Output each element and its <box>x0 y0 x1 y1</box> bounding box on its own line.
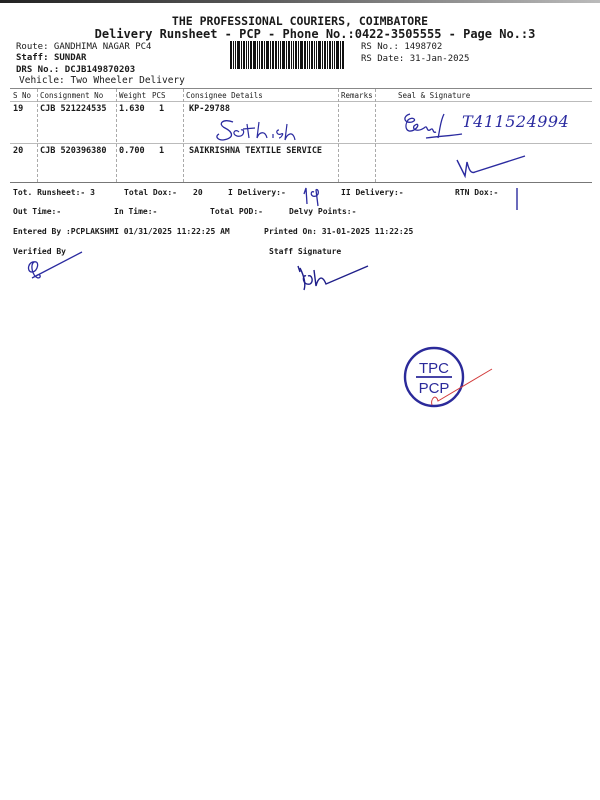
staff-value: SUNDAR <box>53 53 87 63</box>
rs-number: RS No.: 1498702 <box>361 42 443 52</box>
col-divider <box>338 89 339 182</box>
barcode-bar <box>235 41 236 69</box>
barcode-bar <box>250 41 252 69</box>
barcode-bar <box>324 41 326 69</box>
entered-by: Entered By :PCPLAKSHMI 01/31/2025 11:22:25 AM <box>13 227 230 236</box>
rtn-dox-label: RTN Dox:- <box>455 188 499 197</box>
barcode <box>230 41 352 69</box>
cell-consignment: CJB 520396380 <box>40 146 107 156</box>
drs-field <box>16 65 135 75</box>
cell-consignee: KP-29788 <box>189 104 230 114</box>
barcode-bar <box>241 41 242 69</box>
barcode-bar <box>278 41 279 69</box>
barcode-bar <box>266 41 269 69</box>
barcode-bar <box>311 41 313 69</box>
barcode-bar <box>233 41 234 69</box>
in-time-label: In Time:- <box>114 207 158 216</box>
barcode-bar <box>272 41 274 69</box>
handwritten-seal-signature <box>455 152 535 182</box>
barcode-bar <box>280 41 281 69</box>
barcode-bar <box>295 41 297 69</box>
company-title: THE PROFESSIONAL COURIERS, COIMBATORE <box>171 14 429 28</box>
barcode-bar <box>259 41 260 69</box>
col-header-sno: S No <box>13 91 32 100</box>
cell-pcs: 1 <box>159 104 165 114</box>
drs-value: DCJB149870203 <box>64 65 136 75</box>
barcode-bar <box>248 41 249 69</box>
tpc-pcp-stamp <box>402 345 502 415</box>
total-dox-value: 20 <box>193 188 203 197</box>
cell-sno: 20 <box>13 146 24 156</box>
barcode-bar <box>246 41 247 69</box>
barcode-bar <box>261 41 263 69</box>
barcode-bar <box>237 41 240 69</box>
staff-field <box>16 53 86 63</box>
barcode-bar <box>300 41 303 69</box>
total-runsheet: Tot. Runsheet:- 3 <box>13 188 95 197</box>
col-header-consignee: Consignee Details <box>186 91 263 100</box>
barcode-bar <box>340 41 341 69</box>
handwritten-rtn-dox-count <box>512 186 522 216</box>
barcode-bar <box>291 41 292 69</box>
cell-pcs: 1 <box>159 146 165 156</box>
col-divider <box>375 89 376 182</box>
col-header-remarks: Remarks <box>341 91 373 100</box>
barcode-bar <box>288 41 290 69</box>
barcode-bar <box>298 41 299 69</box>
verified-by-signature <box>22 248 92 284</box>
total-pod-label: Total POD:- <box>210 207 263 216</box>
barcode-bar <box>314 41 315 69</box>
barcode-bar <box>336 41 339 69</box>
cell-consignee: SAIKRISHNA TEXTILE SERVICE <box>189 146 323 156</box>
col-divider <box>37 89 38 182</box>
route-text: Route: GANDHIMA NAGAR PC4 <box>16 42 152 52</box>
barcode-bar <box>329 41 331 69</box>
col-header-seal: Seal & Signature <box>398 91 471 100</box>
barcode-bar <box>318 41 321 69</box>
table-top-border <box>10 88 592 89</box>
staff-signature-label: Staff Signature <box>269 247 342 256</box>
drs-label: DRS No.: <box>16 65 60 75</box>
barcode-bar <box>316 41 317 69</box>
i-delivery-label: I Delivery:- <box>228 188 286 197</box>
barcode-bar <box>243 41 245 69</box>
printed-on: Printed On: 31-01-2025 11:22:25 <box>264 227 414 236</box>
verified-by-label: Verified By <box>13 247 66 256</box>
barcode-bar <box>307 41 308 69</box>
barcode-bar <box>282 41 285 69</box>
handwritten-phone-number: T411524994 <box>462 112 570 131</box>
barcode-bar <box>322 41 323 69</box>
barcode-bar <box>275 41 277 69</box>
barcode-bar <box>257 41 258 69</box>
table-header-border <box>10 101 592 102</box>
col-divider <box>183 89 184 182</box>
staff-signature <box>292 260 372 300</box>
barcode-bar <box>309 41 310 69</box>
col-header-consignment: Consignment No <box>40 91 104 100</box>
stamp-top-text: TPC <box>419 360 449 377</box>
cell-consignment: CJB 521224535 <box>40 104 107 114</box>
barcode-bar <box>334 41 335 69</box>
barcode-bar <box>327 41 328 69</box>
delvy-points-label: Delvy Points:- <box>289 207 357 216</box>
handwritten-i-delivery-count <box>300 182 334 208</box>
barcode-bar <box>293 41 294 69</box>
barcode-bar <box>253 41 256 69</box>
barcode-bar <box>264 41 265 69</box>
barcode-bar <box>230 41 232 69</box>
cell-weight: 0.700 <box>119 146 145 156</box>
col-header-pcs: PCS <box>152 91 166 100</box>
cell-weight: 1.630 <box>119 104 145 114</box>
stamp-bottom-text: PCP <box>418 380 450 397</box>
out-time-label: Out Time:- <box>13 207 62 216</box>
col-header-weight: Weight <box>119 91 147 100</box>
barcode-bar <box>342 41 344 69</box>
scan-edge-shadow <box>0 0 600 3</box>
handwritten-receiver-signature <box>215 116 335 144</box>
cell-sno: 19 <box>13 104 24 114</box>
barcode-bar <box>286 41 287 69</box>
barcode-bar <box>332 41 333 69</box>
col-divider <box>116 89 117 182</box>
ii-delivery-label: II Delivery:- <box>341 188 404 197</box>
rs-date: RS Date: 31-Jan-2025 <box>361 54 470 64</box>
vehicle-text: Vehicle: Two Wheeler Delivery <box>19 75 185 86</box>
runsheet-subtitle: Delivery Runsheet - PCP - Phone No.:0422-3505555 - Page No.:3 <box>94 27 536 41</box>
staff-label: Staff: <box>16 53 49 63</box>
barcode-bar <box>304 41 306 69</box>
barcode-bar <box>270 41 271 69</box>
total-dox-label: Total Dox:- <box>124 188 177 197</box>
